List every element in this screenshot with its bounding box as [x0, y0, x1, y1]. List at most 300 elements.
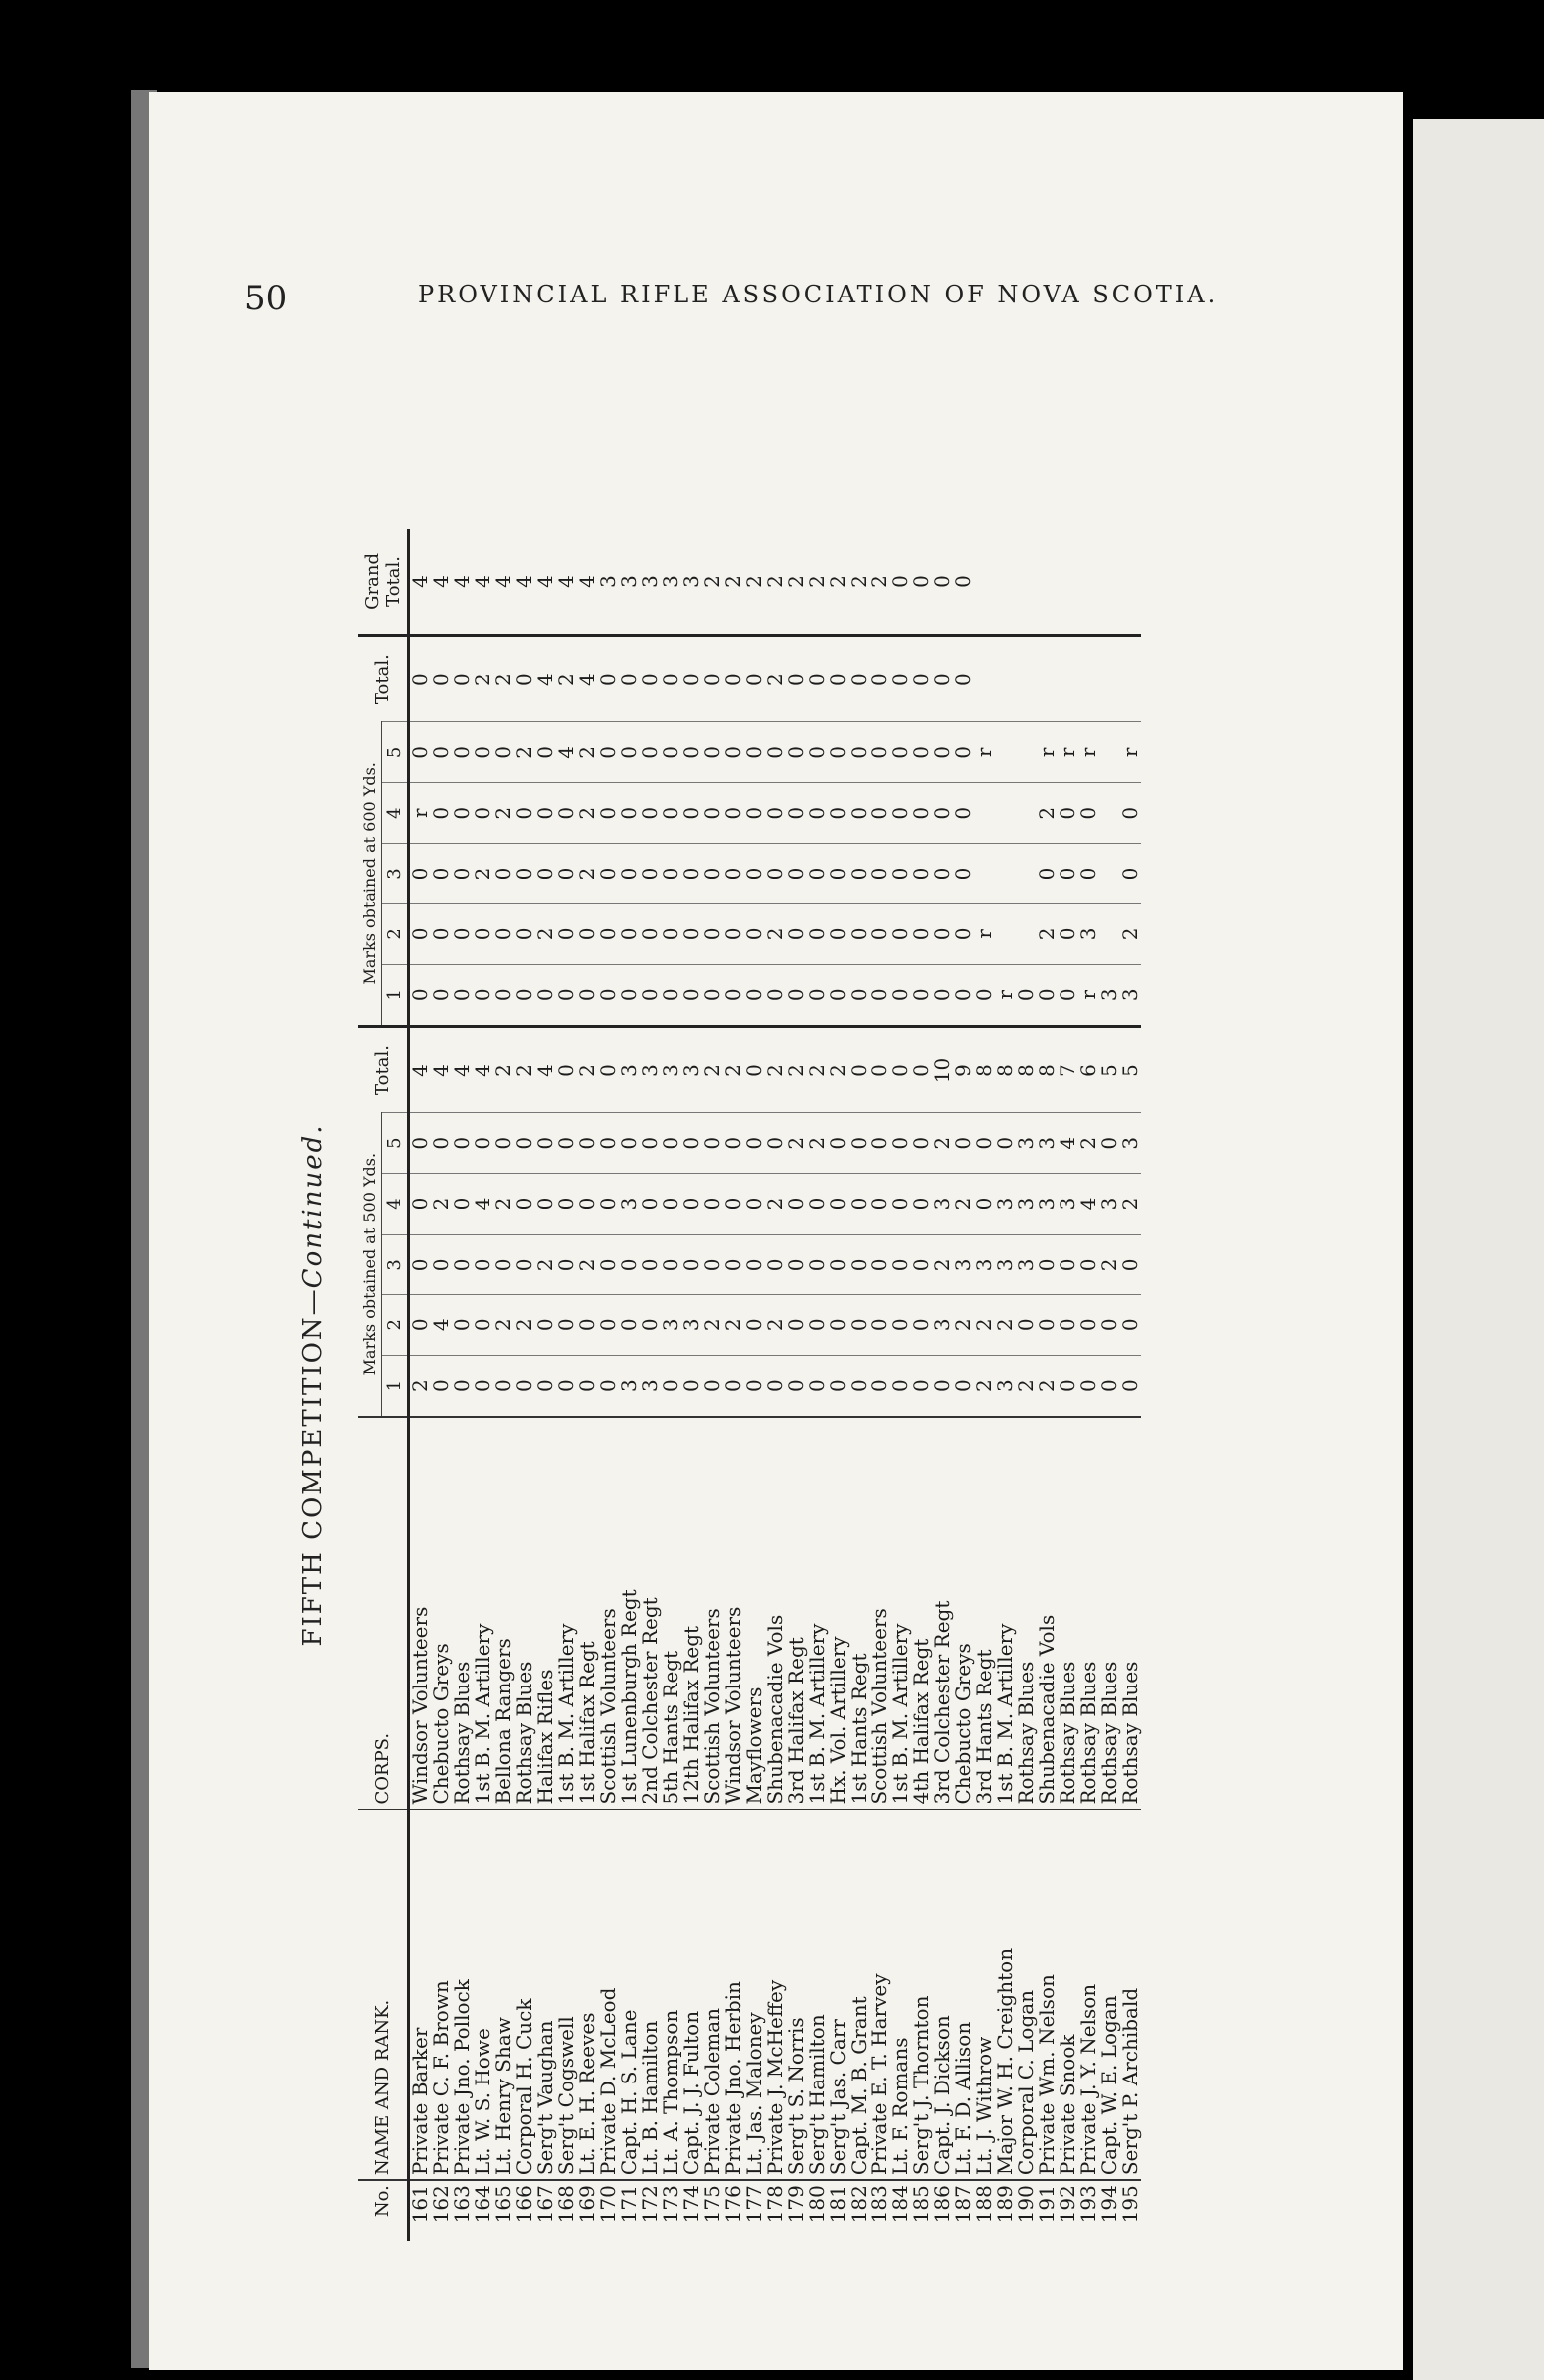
row-number: 165 [493, 2180, 514, 2241]
table-row [681, 529, 702, 2241]
mark-500-5: 0 [577, 1113, 598, 1174]
row-corps: Chebucto Greys [431, 1417, 452, 1810]
total-500: 10 [932, 1026, 953, 1113]
mark-500-2: 0 [598, 1294, 619, 1355]
mark-600-1: 0 [598, 964, 619, 1026]
total-600 [1099, 635, 1120, 722]
mark-600-4: 2 [493, 783, 514, 844]
grand-total [1058, 529, 1078, 635]
row-number: 192 [1058, 2180, 1078, 2241]
mark-500-5: 0 [765, 1113, 786, 1174]
mark-600-2: 0 [473, 903, 493, 964]
mark-500-1: 0 [723, 1355, 744, 1416]
mark-500-4: 2 [765, 1174, 786, 1235]
mark-500-1: 0 [598, 1355, 619, 1416]
mark-600-4: 0 [598, 783, 619, 844]
mark-500-5: 0 [661, 1113, 681, 1174]
row-number: 163 [452, 2180, 473, 2241]
mark-500-3: 3 [1016, 1234, 1037, 1294]
mark-600-1: 0 [577, 964, 598, 1026]
grand-total: 2 [742, 575, 766, 588]
total-600: 0 [723, 635, 744, 722]
mark-600-5: 0 [473, 722, 493, 783]
mark-600-5: 0 [911, 722, 932, 783]
mark-600-5: 0 [452, 722, 473, 783]
mark-500-5: 0 [556, 1113, 577, 1174]
mark-600-3: 0 [869, 844, 890, 904]
mark-500-1: 0 [807, 1355, 828, 1416]
mark-500-5: 0 [535, 1113, 556, 1174]
mark-500-3: 0 [744, 1234, 765, 1294]
grand-total: 4 [575, 575, 599, 588]
mark-600-4: 0 [828, 783, 849, 844]
mark-500-1: 0 [1078, 1355, 1099, 1416]
table-row [702, 529, 723, 2241]
mark-500-1: 0 [702, 1355, 723, 1416]
total-600 [995, 635, 1016, 722]
mark-600-2: 0 [723, 903, 744, 964]
mark-600-2: 0 [409, 903, 432, 964]
mark-500-2: 3 [661, 1294, 681, 1355]
col-total-500: Total. [358, 1026, 409, 1113]
grand-total: 2 [847, 575, 870, 588]
total-600: 2 [765, 635, 786, 722]
col-group-600: Marks obtained at 600 Yds. [358, 722, 382, 1026]
row-name: Serg't Vaughan [535, 1809, 556, 2180]
mark-500-2: 2 [723, 1294, 744, 1355]
mark-500-1: 2 [1016, 1355, 1037, 1416]
mark-600-1: 0 [556, 964, 577, 1026]
mark-600-5: 0 [869, 722, 890, 783]
mark-500-4: 3 [1099, 1174, 1120, 1235]
mark-600-3: 0 [1058, 844, 1078, 904]
mark-500-4: 0 [514, 1174, 535, 1235]
total-500: 4 [409, 1026, 432, 1113]
mark-500-1: 0 [953, 1355, 974, 1416]
mark-500-2: 4 [431, 1294, 452, 1355]
total-500: 2 [828, 1026, 849, 1113]
mark-600-2: 0 [681, 903, 702, 964]
mark-600-1: 0 [890, 964, 911, 1026]
mark-600-5: 0 [702, 722, 723, 783]
total-600: 0 [702, 635, 723, 722]
mark-500-2: 2 [974, 1294, 995, 1355]
total-500: 0 [911, 1026, 932, 1113]
mark-500-5: 0 [744, 1113, 765, 1174]
mark-600-1: 0 [723, 964, 744, 1026]
table-row [1078, 529, 1099, 2241]
mark-500-1: 0 [493, 1355, 514, 1416]
mark-500-4: 0 [974, 1174, 995, 1235]
grand-total: 4 [429, 575, 453, 588]
mark-600-1: 0 [932, 964, 953, 1026]
table-row [723, 529, 744, 2241]
mark-600-3: 0 [535, 844, 556, 904]
mark-500-2: 0 [744, 1294, 765, 1355]
total-500: 0 [849, 1026, 869, 1113]
total-600: 0 [661, 635, 681, 722]
total-600: 0 [619, 635, 640, 722]
total-600: 0 [452, 635, 473, 722]
mark-500-3: 0 [556, 1234, 577, 1294]
total-600: 4 [535, 635, 556, 722]
title-text: FIFTH COMPETITION— [298, 1288, 328, 1647]
mark-500-2: 0 [1078, 1294, 1099, 1355]
row-number: 193 [1078, 2180, 1099, 2241]
row-corps: Rothsay Blues [452, 1417, 473, 1810]
row-name: Serg't P. Archibald [1120, 1809, 1141, 2180]
mark-500-5: 0 [409, 1113, 432, 1174]
mark-600-1: 3 [1099, 964, 1120, 1026]
row-corps: Scottish Volunteers [702, 1417, 723, 1810]
row-number: 171 [619, 2180, 640, 2241]
table-row [932, 529, 953, 2241]
mark-600-3: 0 [640, 844, 661, 904]
mark-600-3: 2 [473, 844, 493, 904]
mark-600-3: 0 [744, 844, 765, 904]
row-name: Private Coleman [702, 1809, 723, 2180]
row-corps: 1st Hants Regt [849, 1417, 869, 1810]
row-name: Lt. J. Withrow [974, 1809, 995, 2180]
row-number: 188 [974, 2180, 995, 2241]
grand-total: 3 [617, 575, 641, 588]
mark-500-5: 0 [849, 1113, 869, 1174]
mark-600-5 [1099, 722, 1120, 783]
mark-600-4: 0 [744, 783, 765, 844]
total-500: 3 [619, 1026, 640, 1113]
mark-600-3: 2 [577, 844, 598, 904]
row-corps: 3rd Halifax Regt [786, 1417, 807, 1810]
mark-600-2: 0 [702, 903, 723, 964]
mark-500-4: 2 [953, 1174, 974, 1235]
total-600: 0 [409, 635, 432, 722]
grand-total [1016, 529, 1037, 635]
mark-500-1: 0 [535, 1355, 556, 1416]
total-500: 8 [1016, 1026, 1037, 1113]
mark-600-1: 0 [473, 964, 493, 1026]
mark-500-1: 0 [514, 1355, 535, 1416]
row-name: Lt. A. Thompson [661, 1809, 681, 2180]
total-500: 2 [765, 1026, 786, 1113]
row-name: Private Wm. Nelson [1037, 1809, 1058, 2180]
mark-500-1: 2 [974, 1355, 995, 1416]
mark-600-3: 0 [1120, 844, 1141, 904]
total-500: 4 [452, 1026, 473, 1113]
total-500: 0 [744, 1026, 765, 1113]
row-name: Lt. Henry Shaw [493, 1809, 514, 2180]
mark-500-2: 0 [828, 1294, 849, 1355]
mark-500-2: 0 [1058, 1294, 1078, 1355]
mark-600-2: 0 [890, 903, 911, 964]
total-500: 8 [974, 1026, 995, 1113]
mark-500-5: 0 [1099, 1113, 1120, 1174]
mark-500-2: 0 [1099, 1294, 1120, 1355]
table-row [807, 529, 828, 2241]
grand-total: 2 [784, 575, 808, 588]
table-row [828, 529, 849, 2241]
table-row [849, 529, 869, 2241]
section-title [298, 529, 328, 2241]
row-name: Private Snook [1058, 1809, 1078, 2180]
total-600: 0 [598, 635, 619, 722]
mark-500-5: 4 [1058, 1113, 1078, 1174]
mark-500-4: 3 [619, 1174, 640, 1235]
grand-total: 2 [763, 575, 787, 588]
mark-500-3: 0 [765, 1234, 786, 1294]
mark-600-3: 0 [661, 844, 681, 904]
facing-page-edge [1413, 119, 1544, 2380]
total-600: 0 [514, 635, 535, 722]
mark-500-2: 0 [640, 1294, 661, 1355]
mark-500-3: 0 [661, 1234, 681, 1294]
mark-500-5: 0 [953, 1113, 974, 1174]
mark-600-2: 0 [911, 903, 932, 964]
grand-total: 2 [700, 575, 724, 588]
total-500: 2 [577, 1026, 598, 1113]
mark-600-5: 0 [890, 722, 911, 783]
shot-500-2: 2 [382, 1294, 409, 1355]
row-corps: 1st B. M. Artillery [556, 1417, 577, 1810]
mark-600-5: 0 [786, 722, 807, 783]
mark-600-4: 0 [765, 783, 786, 844]
grand-total: 4 [491, 575, 515, 588]
mark-500-3: 3 [974, 1234, 995, 1294]
shot-600-2: 2 [382, 903, 409, 964]
total-600: 2 [556, 635, 577, 722]
mark-600-4: 0 [1058, 783, 1078, 844]
grand-total: 3 [679, 575, 703, 588]
mark-600-3: 0 [452, 844, 473, 904]
mark-500-1: 3 [619, 1355, 640, 1416]
mark-600-5: 0 [932, 722, 953, 783]
total-500: 0 [869, 1026, 890, 1113]
mark-600-4: 0 [786, 783, 807, 844]
row-corps: 1st B. M. Artillery [890, 1417, 911, 1810]
mark-600-3: 0 [431, 844, 452, 904]
mark-600-3: 0 [1078, 844, 1099, 904]
table-row [493, 529, 514, 2241]
row-number: 164 [473, 2180, 493, 2241]
mark-600-2: 0 [598, 903, 619, 964]
mark-500-2: 3 [932, 1294, 953, 1355]
table-row [431, 529, 452, 2241]
grand-total: 4 [471, 575, 494, 588]
mark-500-3: 0 [473, 1234, 493, 1294]
row-corps: 1st B. M. Artillery [995, 1417, 1016, 1810]
mark-600-1: 0 [619, 964, 640, 1026]
row-corps: Rothsay Blues [1099, 1417, 1120, 1810]
mark-600-5: 0 [598, 722, 619, 783]
col-no: No. [358, 2180, 409, 2241]
total-600 [1120, 635, 1141, 722]
mark-500-5: 0 [640, 1113, 661, 1174]
row-number: 168 [556, 2180, 577, 2241]
mark-600-3: 0 [702, 844, 723, 904]
row-name: Capt. J. J. Fulton [681, 1809, 702, 2180]
row-number: 166 [514, 2180, 535, 2241]
mark-600-1: 0 [1016, 964, 1037, 1026]
mark-600-2 [995, 903, 1016, 964]
mark-500-1: 0 [1120, 1355, 1141, 1416]
table-row [765, 529, 786, 2241]
mark-600-2: 2 [1037, 903, 1058, 964]
shot-600-3: 3 [382, 844, 409, 904]
mark-500-4: 0 [807, 1174, 828, 1235]
mark-600-3: 0 [409, 844, 432, 904]
mark-500-4: 3 [1016, 1174, 1037, 1235]
mark-500-3: 0 [702, 1234, 723, 1294]
row-number: 178 [765, 2180, 786, 2241]
mark-500-1: 0 [765, 1355, 786, 1416]
mark-600-1: 0 [640, 964, 661, 1026]
mark-500-2: 2 [514, 1294, 535, 1355]
table-row [1099, 529, 1120, 2241]
mark-600-1: 0 [869, 964, 890, 1026]
table-row [869, 529, 890, 2241]
mark-500-1: 0 [1058, 1355, 1078, 1416]
mark-500-5: 0 [995, 1113, 1016, 1174]
mark-600-3: 0 [619, 844, 640, 904]
mark-600-1: 0 [493, 964, 514, 1026]
mark-500-1: 2 [1037, 1355, 1058, 1416]
mark-500-2: 0 [1016, 1294, 1037, 1355]
total-500: 0 [598, 1026, 619, 1113]
table-row [1016, 529, 1037, 2241]
mark-500-1: 2 [409, 1355, 432, 1416]
total-500: 2 [493, 1026, 514, 1113]
title-continued: Continued. [298, 1123, 328, 1289]
mark-600-5: 0 [661, 722, 681, 783]
mark-600-1: 0 [452, 964, 473, 1026]
row-corps: 1st B. M. Artillery [807, 1417, 828, 1810]
grand-total: 2 [721, 575, 745, 588]
mark-600-5: r [1078, 722, 1099, 783]
mark-500-5: 0 [431, 1113, 452, 1174]
mark-600-4 [1016, 783, 1037, 844]
mark-600-3: 0 [953, 844, 974, 904]
total-500: 0 [556, 1026, 577, 1113]
mark-500-5: 3 [1037, 1113, 1058, 1174]
mark-500-3: 0 [786, 1234, 807, 1294]
mark-500-2: 3 [681, 1294, 702, 1355]
row-name: Private Barker [409, 1809, 432, 2180]
row-name: Capt. H. S. Lane [619, 1809, 640, 2180]
mark-500-4: 0 [911, 1174, 932, 1235]
mark-600-1: 0 [1037, 964, 1058, 1026]
mark-600-4: 0 [1120, 783, 1141, 844]
mark-500-2: 0 [452, 1294, 473, 1355]
mark-500-2: 2 [493, 1294, 514, 1355]
mark-500-4: 2 [431, 1174, 452, 1235]
grand-total: 2 [805, 575, 829, 588]
mark-500-4: 0 [577, 1174, 598, 1235]
mark-600-5: 0 [723, 722, 744, 783]
total-600: 0 [431, 635, 452, 722]
mark-500-4: 0 [535, 1174, 556, 1235]
row-corps: 4th Halifax Regt [911, 1417, 932, 1810]
mark-600-1: 3 [1120, 964, 1141, 1026]
mark-600-3: 0 [1037, 844, 1058, 904]
mark-600-4: 2 [577, 783, 598, 844]
mark-600-1: 0 [1058, 964, 1078, 1026]
row-number: 189 [995, 2180, 1016, 2241]
mark-500-4: 0 [702, 1174, 723, 1235]
mark-500-2: 0 [535, 1294, 556, 1355]
mark-500-4: 0 [640, 1174, 661, 1235]
mark-600-5: 0 [744, 722, 765, 783]
row-corps: Chebucto Greys [953, 1417, 974, 1810]
mark-600-5: 2 [577, 722, 598, 783]
mark-600-4: 0 [911, 783, 932, 844]
page-number: 50 [244, 279, 288, 318]
mark-600-1: 0 [807, 964, 828, 1026]
row-corps: Windsor Volunteers [723, 1417, 744, 1810]
row-number: 185 [911, 2180, 932, 2241]
grand-total: 0 [951, 575, 975, 588]
mark-500-3: 0 [849, 1234, 869, 1294]
mark-500-2: 0 [556, 1294, 577, 1355]
mark-600-3: 0 [828, 844, 849, 904]
mark-500-3: 0 [890, 1234, 911, 1294]
mark-600-3: 0 [514, 844, 535, 904]
mark-500-3: 0 [1037, 1234, 1058, 1294]
row-corps: Shubenacadie Vols [765, 1417, 786, 1810]
mark-600-2: 0 [828, 903, 849, 964]
mark-600-1: 0 [744, 964, 765, 1026]
mark-600-2: r [974, 903, 995, 964]
mark-600-5: r [1058, 722, 1078, 783]
row-name: Private Jno. Pollock [452, 1809, 473, 2180]
mark-500-4: 3 [1037, 1174, 1058, 1235]
grand-total [1078, 529, 1099, 635]
total-500: 2 [514, 1026, 535, 1113]
total-600: 0 [890, 635, 911, 722]
mark-500-3: 0 [493, 1234, 514, 1294]
row-number: 187 [953, 2180, 974, 2241]
row-name: Lt. E. H. Reeves [577, 1809, 598, 2180]
mark-600-1: 0 [974, 964, 995, 1026]
mark-600-1: 0 [409, 964, 432, 1026]
mark-500-5: 0 [702, 1113, 723, 1174]
row-number: 179 [786, 2180, 807, 2241]
row-number: 167 [535, 2180, 556, 2241]
total-600 [1037, 635, 1058, 722]
mark-600-5 [1016, 722, 1037, 783]
mark-600-3: 0 [598, 844, 619, 904]
mark-500-3: 0 [452, 1234, 473, 1294]
table-row [974, 529, 995, 2241]
mark-500-2: 0 [807, 1294, 828, 1355]
table-row [640, 529, 661, 2241]
mark-500-1: 0 [473, 1355, 493, 1416]
mark-500-4: 3 [1058, 1174, 1078, 1235]
mark-600-4: 0 [473, 783, 493, 844]
mark-600-1: r [1078, 964, 1099, 1026]
mark-500-5: 0 [493, 1113, 514, 1174]
row-name: Private Jno. Herbin [723, 1809, 744, 2180]
mark-600-4: 0 [661, 783, 681, 844]
mark-500-3: 0 [431, 1234, 452, 1294]
mark-600-1: 0 [661, 964, 681, 1026]
row-name: Lt. F. D. Allison [953, 1809, 974, 2180]
mark-500-3: 0 [598, 1234, 619, 1294]
mark-600-5: 4 [556, 722, 577, 783]
mark-600-2: 0 [431, 903, 452, 964]
mark-500-5: 0 [974, 1113, 995, 1174]
row-corps: 1st B. M. Artillery [473, 1417, 493, 1810]
mark-600-1: 0 [765, 964, 786, 1026]
mark-500-1: 0 [828, 1355, 849, 1416]
